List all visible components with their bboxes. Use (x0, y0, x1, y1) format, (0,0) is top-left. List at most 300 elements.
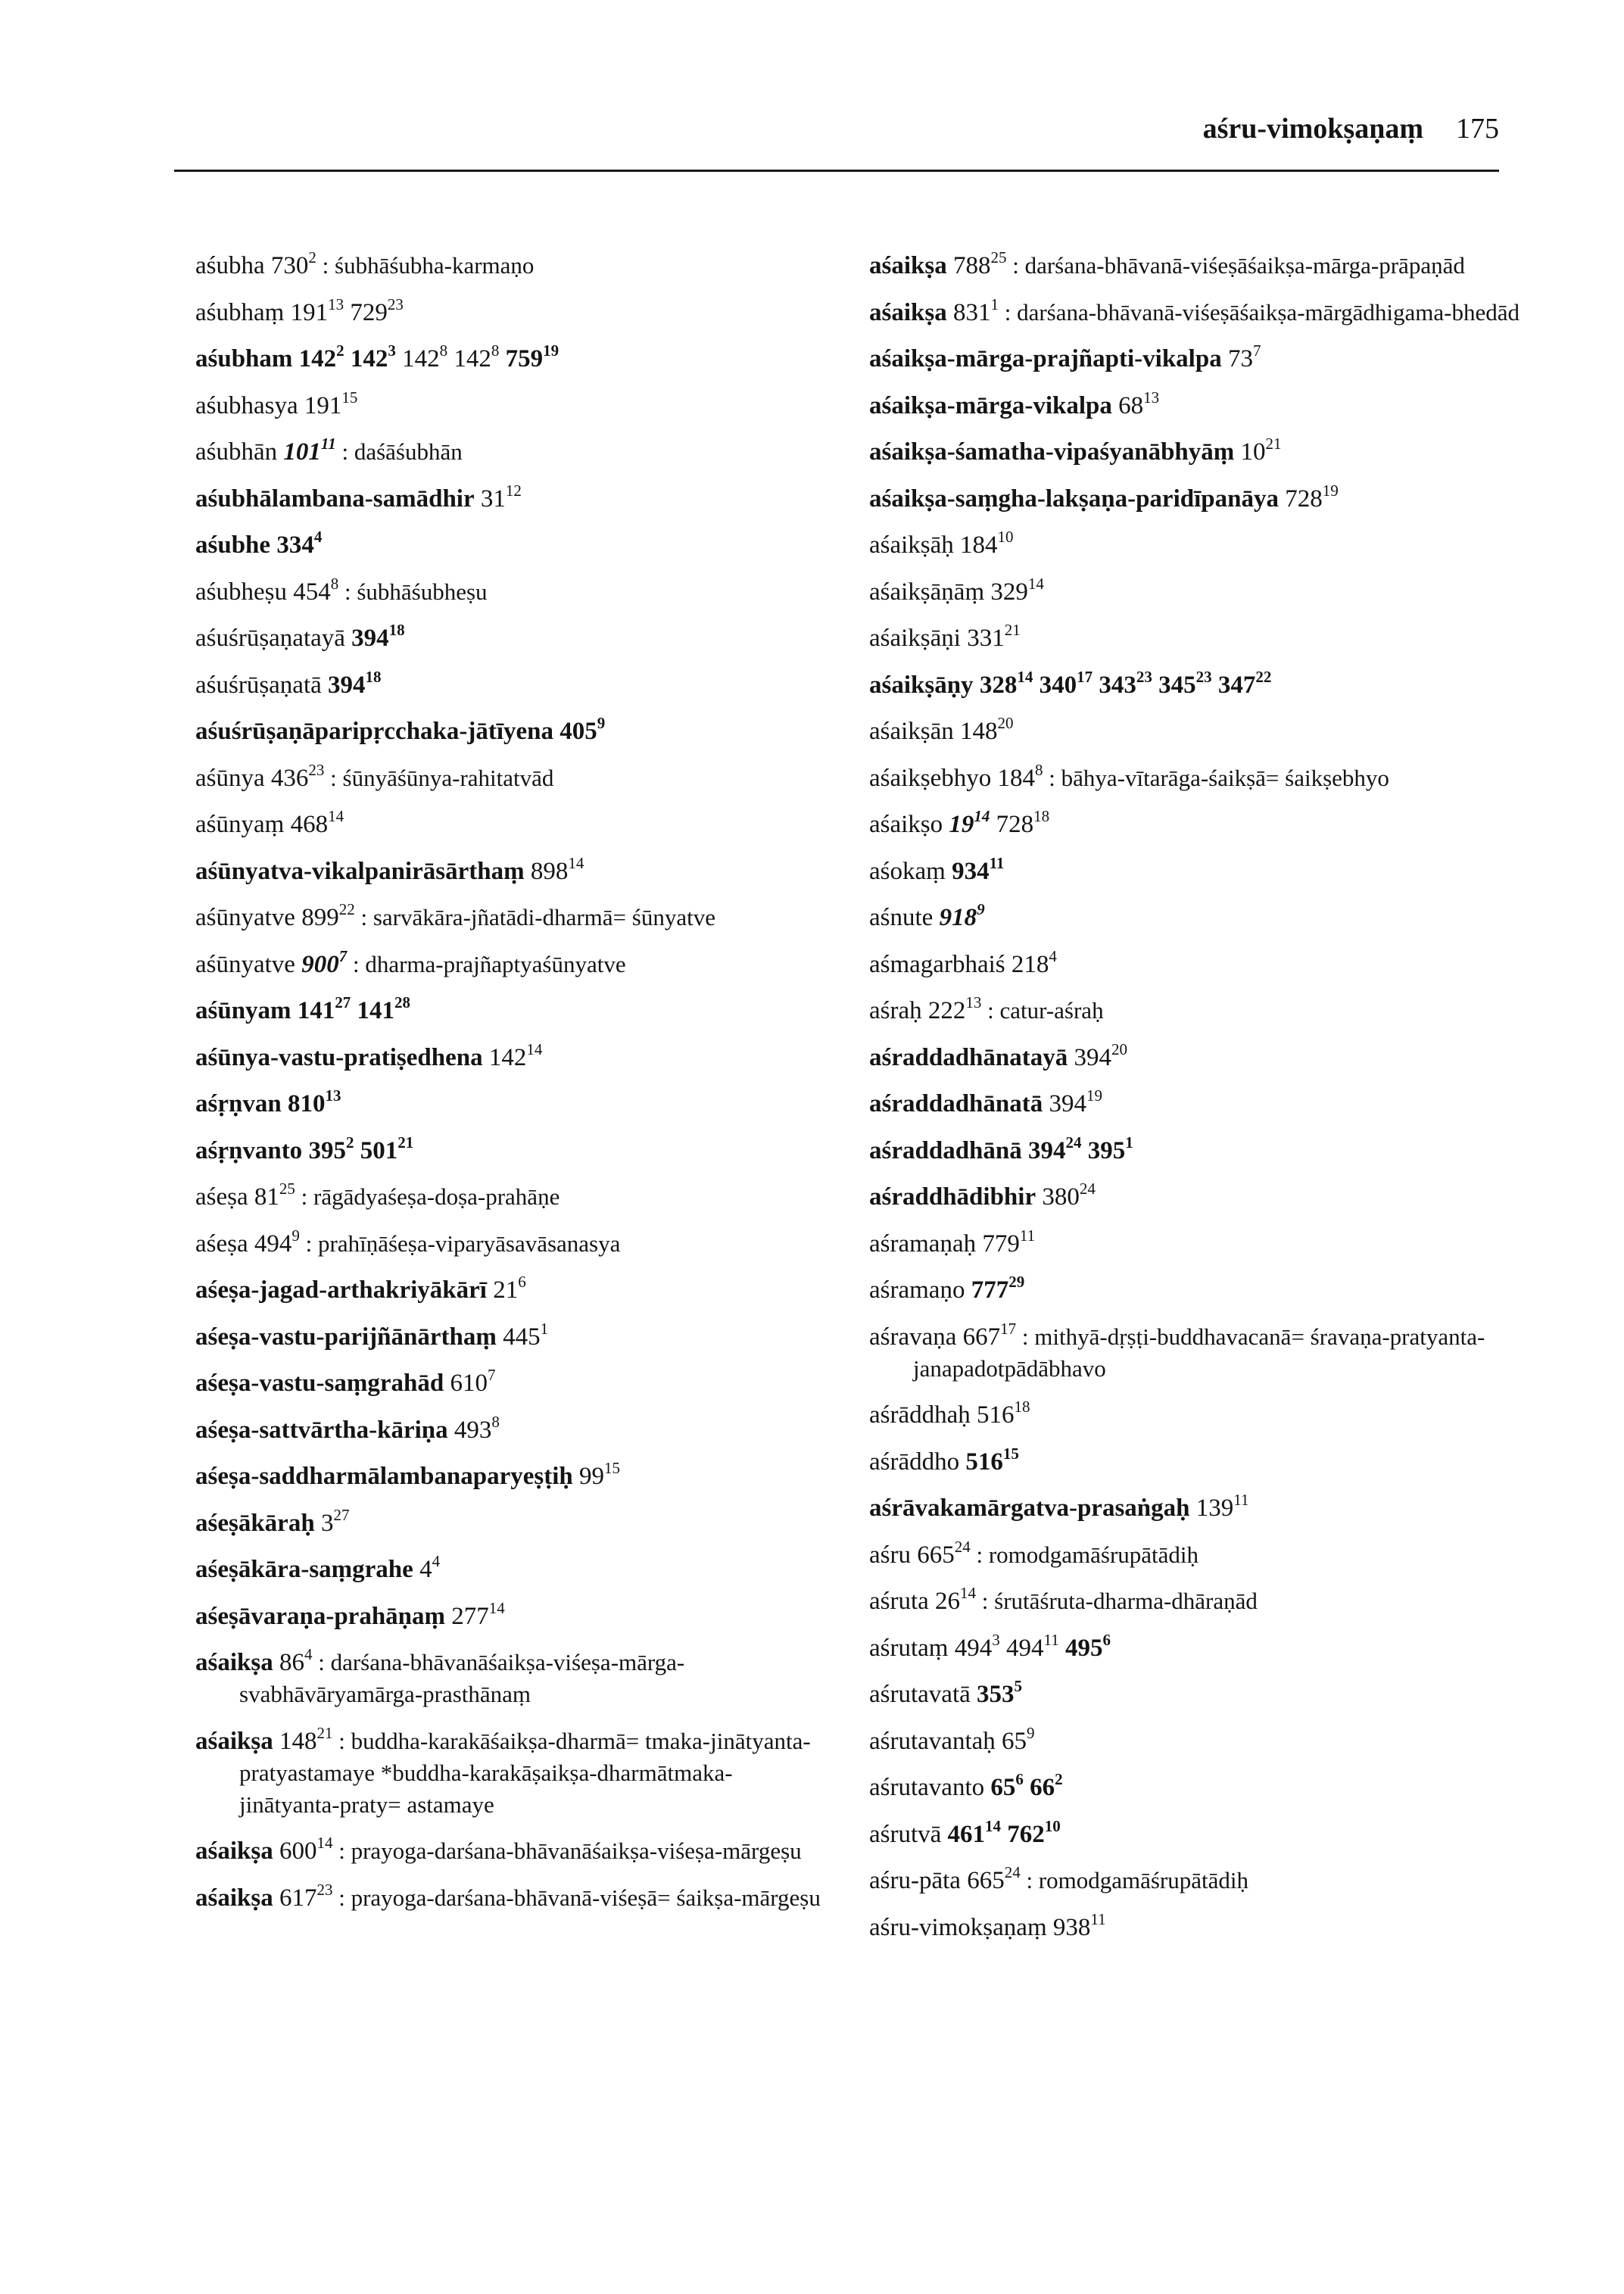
page-reference (979, 667, 1033, 699)
page-reference (1195, 1491, 1249, 1522)
reference-page: 10 (1240, 438, 1266, 466)
page-reference (270, 760, 325, 792)
headword: aśūnyatve (195, 950, 295, 978)
page-reference (270, 248, 316, 279)
headword: aśūnya (195, 764, 265, 792)
headword: aśraḥ (869, 997, 922, 1024)
page-reference (254, 1180, 295, 1211)
reference-page: 494 (954, 1634, 993, 1662)
page-reference (1039, 667, 1093, 699)
page-reference (328, 667, 382, 699)
index-entry (195, 995, 824, 1027)
index-entry (869, 436, 1520, 468)
gloss-text: : śubhāśubha-karmaṇo (316, 252, 535, 279)
headword: aśubha (195, 252, 265, 279)
headword: aśaikṣa-mārga-prajñapti-vikalpa (869, 345, 1222, 372)
headword: aśeṣa-saddharmālambanaparyeṣṭiḥ (195, 1463, 573, 1490)
reference-page: 222 (927, 997, 966, 1024)
page-reference (917, 1537, 971, 1569)
reference-page: 779 (982, 1230, 1020, 1258)
reference-line: 5 (1014, 1677, 1023, 1695)
page-reference (283, 435, 336, 466)
index-entry (869, 853, 1520, 887)
index-entry (869, 483, 1520, 515)
index-entry (869, 1539, 1520, 1571)
page-reference (939, 900, 985, 931)
reference-page: 918 (939, 904, 977, 931)
headword: aśaikṣāṇāṃ (869, 578, 985, 606)
headword: aśaikṣa (195, 1727, 273, 1755)
index-entry (869, 809, 1520, 840)
headword: aśru-vimokṣaṇaṃ (869, 1913, 1047, 1941)
reference-line: 27 (335, 993, 351, 1011)
reference-line: 1 (1125, 1133, 1133, 1152)
page-reference (279, 1723, 333, 1755)
page-reference (1064, 1630, 1111, 1662)
reference-line: 14 (316, 1834, 333, 1852)
reference-page: 142 (402, 345, 440, 372)
index-entry (195, 902, 824, 933)
index-entry (195, 576, 824, 608)
index-column-right (869, 250, 1520, 1958)
index-entry (195, 669, 824, 701)
reference-page: 759 (505, 345, 544, 372)
gloss-text: : daśāśubhān (335, 438, 463, 465)
reference-page: 436 (270, 764, 309, 792)
reference-page: 516 (965, 1448, 1003, 1476)
index-entry (195, 297, 824, 329)
headword: aśuśrūṣaṇatā (195, 671, 322, 699)
index-entry (195, 853, 824, 887)
page-reference (298, 341, 344, 372)
gloss-text: : sarvākāra-jñatādi-dharmā= śūnyatve (354, 904, 715, 930)
index-entry (869, 1135, 1520, 1167)
page-reference (1217, 667, 1272, 699)
reference-page: 730 (270, 252, 309, 279)
reference-page: 493 (454, 1416, 492, 1444)
headword: aśrāvakamārgatva-prasaṅgaḥ (869, 1495, 1190, 1522)
reference-line: 6 (1015, 1770, 1024, 1788)
headword: aśraddadhānā (869, 1136, 1022, 1164)
headword: aśravaṇa (869, 1323, 957, 1351)
page-reference (308, 1133, 354, 1164)
reference-page: 494 (1005, 1634, 1044, 1662)
index-entry (195, 1274, 824, 1306)
index-entry (195, 622, 824, 654)
index-entry (195, 390, 824, 422)
index-entry (869, 297, 1520, 329)
reference-line: 7 (338, 946, 348, 965)
reference-line: 14 (985, 1816, 1002, 1835)
page-reference (977, 1398, 1030, 1429)
index-entry (869, 1039, 1520, 1074)
headword: aśeṣa (195, 1183, 248, 1211)
reference-page: 86 (279, 1649, 304, 1676)
headword: aśṛṇvanto (195, 1136, 303, 1164)
page-reference (952, 295, 999, 326)
headword: aśaikṣāṇy (869, 671, 974, 699)
reference-page: 516 (977, 1401, 1015, 1429)
index-entry (195, 1367, 824, 1399)
gloss-text: : śrutāśruta-dharma-dhāraṇād (976, 1588, 1258, 1614)
reference-page: 101 (283, 438, 321, 466)
reference-page: 139 (1195, 1495, 1234, 1522)
reference-line: 9 (1027, 1723, 1035, 1742)
reference-page: 99 (578, 1463, 604, 1490)
reference-page: 461 (947, 1820, 986, 1848)
reference-line: 7 (1252, 341, 1261, 360)
reference-line: 10 (1044, 1816, 1061, 1835)
headword: aśuśrūṣaṇatayā (195, 625, 345, 652)
reference-line: 11 (1043, 1630, 1059, 1649)
gloss-text: : mithyā-dṛṣṭi-buddhavacanā= śravaṇa-pratyanta-janapadotpādābhavo (913, 1323, 1485, 1382)
reference-line: 3 (388, 341, 396, 360)
index-entry (195, 1414, 824, 1446)
page-reference (293, 574, 339, 606)
reference-page: 729 (350, 298, 388, 326)
reference-line: 19 (1322, 481, 1339, 500)
page-reference (1285, 481, 1339, 513)
reference-page: 610 (450, 1370, 488, 1397)
reference-page: 501 (360, 1136, 398, 1164)
headword: aśubhasya (195, 391, 298, 419)
page-reference (1049, 1086, 1103, 1117)
gloss-text: : catur-aśraḥ (981, 997, 1104, 1024)
reference-line: 4 (313, 528, 323, 546)
page-reference (320, 1505, 350, 1537)
reference-line: 8 (1035, 760, 1043, 779)
reference-line: 17 (1000, 1319, 1017, 1338)
reference-page: 600 (279, 1837, 317, 1865)
headword: aśrutavantaḥ (869, 1727, 996, 1755)
page-reference (965, 1444, 1019, 1476)
headword: aśaikṣa-śamatha-vipaśyanābhyāṃ (869, 438, 1235, 466)
reference-line: 4 (304, 1645, 313, 1663)
headword: aśrutavanto (869, 1774, 985, 1801)
reference-page: 394 (1074, 1043, 1111, 1071)
reference-line: 15 (341, 388, 358, 407)
reference-line: 6 (1102, 1630, 1111, 1649)
index-entry (195, 1507, 824, 1539)
page-reference (1005, 1630, 1059, 1662)
reference-page: 454 (293, 578, 331, 606)
page-reference (967, 1863, 1021, 1894)
reference-page: 331 (967, 625, 1005, 652)
headword: aśubhālambana-samādhir (195, 485, 475, 513)
reference-line: 2 (336, 341, 344, 360)
index-entry (195, 1321, 824, 1353)
index-entry (869, 1492, 1520, 1524)
reference-line: 19 (543, 341, 560, 360)
reference-page: 26 (935, 1588, 961, 1615)
index-entry (195, 436, 824, 468)
headword: aśmagarbhaiś (869, 950, 1005, 978)
page-reference (1052, 1909, 1106, 1941)
reference-line: 2 (1055, 1770, 1063, 1788)
reference-line: 14 (1027, 574, 1044, 593)
reference-line: 14 (526, 1039, 543, 1058)
index-entry (869, 1446, 1520, 1478)
gloss-text: : śubhāśubheṣu (338, 578, 488, 605)
headword: aśaikṣebhyo (869, 764, 992, 792)
index-entry (195, 1725, 824, 1821)
index-entry (195, 762, 824, 794)
reference-line: 20 (997, 714, 1014, 732)
index-entry (869, 1088, 1520, 1120)
page-reference (351, 621, 405, 652)
page-reference (952, 248, 1007, 279)
headword: aśaikṣo (869, 811, 943, 838)
headword: aśaikṣa (195, 1884, 273, 1912)
gloss-text: : prahīṇāśeṣa-viparyāsavāsanasya (299, 1230, 621, 1257)
page-reference (1002, 1723, 1035, 1755)
page-reference (967, 621, 1021, 652)
index-entry (869, 669, 1520, 701)
reference-line: 14 (1017, 667, 1033, 686)
reference-line: 9 (977, 900, 985, 918)
page-header (174, 106, 1499, 167)
page-reference (297, 993, 351, 1024)
page-reference (450, 1366, 496, 1397)
headword: aśrāddho (869, 1448, 960, 1476)
reference-page: 405 (560, 718, 597, 745)
reference-line: 24 (1065, 1133, 1082, 1152)
reference-page: 81 (254, 1183, 279, 1211)
reference-page: 277 (451, 1602, 489, 1630)
reference-line: 10 (997, 528, 1014, 546)
headword: aśeṣākāra-saṃgrahe (195, 1556, 413, 1583)
page-reference (505, 341, 560, 372)
headword: aśūnyatve (195, 904, 295, 931)
gloss-text: : bāhya-vītarāga-śaikṣā= śaikṣebhyo (1043, 764, 1389, 791)
reference-line: 15 (603, 1459, 620, 1477)
headword: aśrutavatā (869, 1681, 971, 1708)
page-reference (304, 388, 358, 419)
headword: aśubhān (195, 438, 278, 466)
page-reference (1007, 1816, 1061, 1848)
index-entry (869, 1585, 1520, 1617)
reference-line: 24 (1004, 1863, 1021, 1881)
reference-line: 18 (1014, 1398, 1030, 1416)
headword: aśaikṣān (869, 718, 954, 745)
reference-page: 73 (1227, 345, 1253, 372)
reference-line: 15 (1002, 1444, 1019, 1463)
reference-line: 11 (1233, 1491, 1249, 1509)
index-entry (195, 483, 824, 515)
reference-page: 191 (304, 391, 342, 419)
reference-page: 445 (503, 1323, 541, 1351)
header-rule (174, 170, 1499, 172)
index-entry (195, 715, 824, 747)
reference-line: 13 (965, 993, 982, 1011)
gloss-text: : darśana-bhāvanā-viśeṣāśaikṣa-mārga-prāpaṇād (1006, 252, 1465, 279)
index-entry (869, 1228, 1520, 1260)
page-reference (350, 295, 404, 326)
page-reference (1042, 1180, 1096, 1211)
index-entry (869, 762, 1520, 794)
reference-page: 900 (301, 950, 339, 978)
reference-page: 329 (990, 578, 1028, 606)
headword: aśeṣa-vastu-parijñānārthaṃ (195, 1323, 497, 1351)
reference-line: 25 (990, 248, 1007, 266)
reference-page: 142 (350, 345, 388, 372)
reference-line: 23 (1195, 667, 1212, 686)
page-reference (493, 1273, 526, 1304)
reference-line: 3 (992, 1630, 1000, 1649)
index-entry (195, 946, 824, 980)
page-reference (360, 1133, 414, 1164)
reference-page: 728 (996, 811, 1034, 838)
headword: aśrāddhaḥ (869, 1401, 971, 1429)
reference-page: 395 (308, 1136, 346, 1164)
index-entry (869, 715, 1520, 747)
reference-page: 934 (952, 857, 990, 885)
page-reference (350, 341, 396, 372)
index-entry (869, 1632, 1520, 1664)
page-reference (1240, 435, 1282, 466)
page-reference (962, 1319, 1017, 1351)
reference-page: 617 (279, 1884, 317, 1912)
headword: aśraddadhānatayā (869, 1043, 1068, 1071)
index-entry (195, 1882, 824, 1914)
reference-page: 394 (328, 671, 366, 699)
reference-page: 141 (297, 997, 335, 1024)
page-reference (982, 1226, 1036, 1258)
reference-line: 1 (540, 1319, 549, 1338)
reference-line: 21 (316, 1723, 333, 1742)
reference-page: 148 (279, 1727, 317, 1755)
index-entry (869, 1399, 1520, 1431)
index-entry (195, 1228, 824, 1260)
index-entry (869, 1274, 1520, 1306)
reference-page: 68 (1118, 391, 1144, 419)
reference-line: 13 (1143, 388, 1160, 407)
reference-page: 21 (493, 1276, 519, 1304)
index-entry (195, 1647, 824, 1710)
page-reference (290, 807, 344, 838)
reference-page: 353 (977, 1681, 1015, 1708)
index-entry (869, 1678, 1520, 1710)
headword: aśramaṇaḥ (869, 1230, 977, 1258)
page-reference (1030, 1770, 1063, 1801)
index-entry (869, 622, 1520, 654)
headword: aśuśrūṣaṇāparipṛcchaka-jātīyena (195, 718, 554, 745)
page-reference (960, 714, 1014, 745)
index-entry (869, 343, 1520, 375)
headword: aśaikṣa-mārga-vikalpa (869, 391, 1112, 419)
reference-page: 184 (997, 764, 1036, 792)
reference-line: 18 (1033, 807, 1050, 825)
reference-page: 334 (276, 531, 314, 559)
reference-page: 142 (298, 345, 337, 372)
index-entry (195, 1554, 824, 1585)
headword: aśruta (869, 1588, 929, 1615)
headword: aśokaṃ (869, 857, 946, 885)
gloss-text: : romodgamāśrupātādiḥ (1020, 1867, 1248, 1893)
index-entry (195, 343, 824, 375)
page-reference (971, 1273, 1025, 1304)
headword: aśrutaṃ (869, 1634, 949, 1662)
index-entry (869, 1865, 1520, 1897)
headword: aśeṣa-sattvārtha-kāriṇa (195, 1416, 448, 1444)
page-reference (357, 993, 411, 1024)
headword: aśrutvā (869, 1820, 942, 1848)
headword: aśeṣa (195, 1230, 248, 1258)
page-reference (952, 853, 1005, 885)
reference-page: 65 (1002, 1727, 1027, 1755)
index-entry (195, 1135, 824, 1167)
reference-line: 8 (491, 341, 500, 360)
page-reference (1028, 1133, 1082, 1164)
reference-page: 3 (320, 1509, 334, 1537)
reference-line: 9 (291, 1226, 300, 1245)
reference-line: 6 (518, 1273, 526, 1291)
reference-page: 328 (979, 671, 1018, 699)
reference-page: 343 (1099, 671, 1136, 699)
reference-page: 148 (960, 718, 998, 745)
headword: aśaikṣa-saṃgha-lakṣaṇa-paridīpanāya (869, 485, 1279, 513)
reference-page: 810 (287, 1090, 326, 1117)
index-entry (869, 902, 1520, 933)
reference-page: 788 (952, 252, 991, 279)
reference-line: 12 (505, 481, 522, 500)
page-reference (488, 1039, 543, 1071)
reference-line: 2 (345, 1133, 354, 1152)
reference-line: 4 (1049, 946, 1057, 965)
page-reference (1158, 667, 1212, 699)
reference-line: 11 (320, 435, 336, 453)
reference-page: 667 (962, 1323, 1001, 1351)
reference-page: 218 (1011, 950, 1049, 978)
reference-page: 394 (351, 625, 389, 652)
page-reference (996, 807, 1050, 838)
gloss-text: : śūnyāśūnya-rahitatvād (324, 764, 554, 791)
headword: aśubhaṃ (195, 298, 285, 326)
reference-line: 13 (328, 295, 344, 313)
reference-page: 395 (1087, 1136, 1126, 1164)
reference-page: 728 (1285, 485, 1323, 513)
headword: aśeṣākāraḥ (195, 1509, 315, 1537)
gloss-text: : darśana-bhāvanāśaikṣa-viśeṣa-mārga-svabhāvāryamārga-prasthānaṃ (239, 1649, 685, 1707)
reference-page: 19 (949, 811, 974, 838)
headword: aśaikṣāṇi (869, 625, 961, 652)
reference-page: 494 (254, 1230, 292, 1258)
gloss-text: : dharma-prajñaptyaśūnyatve (347, 950, 626, 977)
page-reference (954, 1630, 1000, 1662)
index-entry (195, 1598, 824, 1632)
reference-line: 7 (487, 1366, 496, 1384)
reference-line: 11 (1019, 1226, 1036, 1245)
index-entry (869, 995, 1520, 1027)
reference-page: 394 (1028, 1136, 1066, 1164)
reference-line: 24 (1079, 1180, 1096, 1198)
headword: aśru-pāta (869, 1867, 961, 1894)
reference-page: 762 (1007, 1820, 1045, 1848)
index-entry (869, 1909, 1520, 1943)
page-reference (451, 1598, 505, 1630)
page-reference (997, 760, 1043, 792)
page-reference (977, 1677, 1023, 1708)
page-reference (927, 993, 982, 1024)
reference-line: 14 (488, 1598, 505, 1617)
headword: aśramaṇo (869, 1276, 965, 1304)
reference-page: 831 (952, 298, 991, 326)
index-entry (195, 250, 824, 282)
reference-page: 142 (454, 345, 491, 372)
page-reference (503, 1319, 549, 1351)
reference-line: 21 (1004, 621, 1021, 639)
reference-line: 23 (316, 1880, 333, 1899)
